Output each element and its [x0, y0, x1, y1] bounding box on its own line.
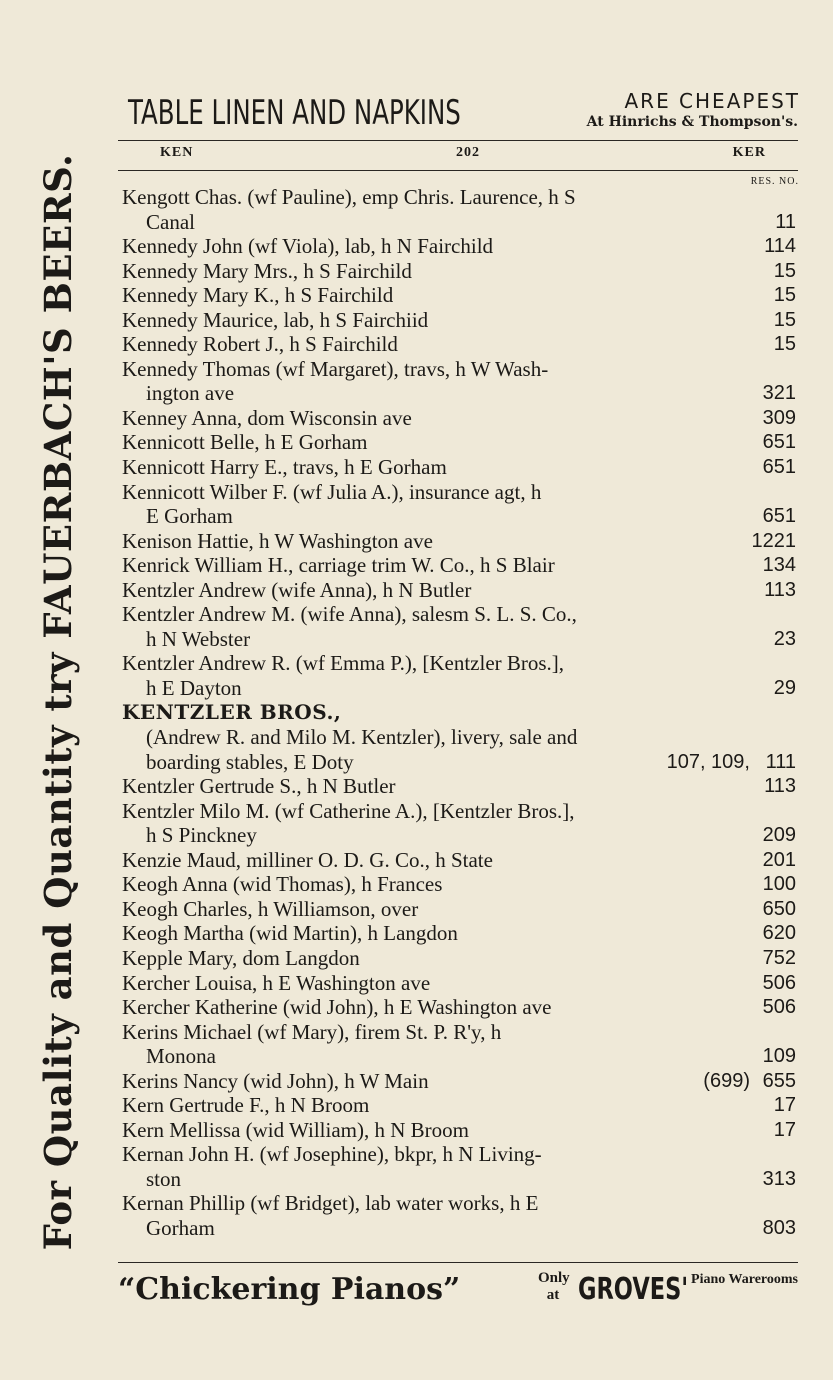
entry-residence-number: 17 — [773, 1118, 796, 1141]
footer-ad-store: GROVES' — [578, 1272, 689, 1307]
directory-entry-line — [122, 1191, 796, 1216]
directory-entry-line — [122, 1069, 796, 1094]
entry-text: Kentzler Milo M. (wf Catherine A.), [Kentzler Bros.], — [122, 798, 575, 823]
directory-entry-line — [122, 848, 796, 873]
directory-entry-line — [122, 700, 796, 725]
directory-entry-line — [122, 210, 796, 235]
directory-entry-line — [122, 430, 796, 455]
entry-text: Kennicott Belle, h E Gorham — [122, 430, 368, 455]
directory-entry-line — [122, 676, 796, 701]
entry-text: Kenison Hattie, h W Washington ave — [122, 528, 433, 553]
header-rule — [118, 140, 798, 141]
entry-residence-number: 1221 — [751, 529, 796, 552]
entry-text: Kengott Chas. (wf Pauline), emp Chris. Laurence, h S — [122, 185, 576, 209]
entry-residence-number: 209 — [762, 824, 796, 847]
directory-entry-line — [122, 381, 796, 406]
entry-text: Kennedy Thomas (wf Margaret), travs, h W Wash- — [122, 356, 549, 381]
entry-extra-numbers: (699) — [703, 1069, 750, 1092]
directory-entry-line — [122, 971, 796, 996]
directory-entry-line — [122, 1093, 796, 1118]
side-advertisement: For Quality and Quantity try FAUERBACH'S BEERS. — [36, 153, 80, 1251]
entry-text: E Gorham — [146, 504, 233, 529]
entry-text: Kennedy Mary Mrs., h S Fairchild — [122, 258, 412, 283]
entry-residence-number: 15 — [773, 308, 796, 331]
entry-residence-number: 100 — [762, 873, 796, 896]
directory-entry-line — [122, 1020, 796, 1045]
entry-residence-number: 309 — [762, 406, 796, 429]
entry-text: Kennedy John (wf Viola), lab, h N Fairchild — [122, 234, 494, 259]
entry-residence-number: 506 — [762, 971, 796, 994]
directory-entry-line — [122, 504, 796, 529]
footer-ad-suffix: Piano Warerooms — [691, 1272, 798, 1287]
directory-entry-line — [122, 799, 796, 824]
directory-entry-line — [122, 1044, 796, 1069]
directory-entry-line — [122, 897, 796, 922]
entry-residence-number: 113 — [764, 578, 796, 601]
header-advertisement — [128, 90, 800, 136]
directory-entry-line — [122, 480, 796, 505]
directory-entry-line — [122, 995, 796, 1020]
footer-ad-only-at: Only at — [538, 1270, 570, 1303]
entry-text: Kennicott Wilber F. (wf Julia A.), insurance agt, h — [122, 479, 542, 504]
entry-text: h S Pinckney — [146, 823, 257, 848]
directory-entry-line — [122, 725, 796, 750]
entry-residence-number: 111 — [765, 750, 796, 773]
entry-text: Kern Mellissa (wid William), h N Broom — [122, 1117, 469, 1142]
page-number: 202 — [456, 145, 480, 160]
entry-residence-number: 313 — [762, 1167, 796, 1190]
entry-text: Kepple Mary, dom Langdon — [122, 945, 360, 970]
entry-text: h E Dayton — [146, 675, 242, 700]
directory-entry-line — [122, 259, 796, 284]
entry-residence-number: 29 — [773, 676, 796, 699]
entry-text: Keogh Martha (wid Martin), h Langdon — [122, 921, 458, 946]
entry-text: Kentzler Andrew (wife Anna), h N Butler — [122, 577, 472, 602]
entry-text: Kennedy Mary K., h S Fairchild — [122, 283, 394, 308]
entry-text: Kerins Michael (wf Mary), firem St. P. R'y, h — [122, 1019, 502, 1044]
directory-listing — [122, 185, 796, 1241]
entry-text: ston — [146, 1166, 182, 1191]
entry-extra-numbers: 107, 109, — [666, 750, 750, 773]
directory-entry-line — [122, 774, 796, 799]
entry-residence-number: 506 — [762, 996, 796, 1019]
directory-entry-line — [122, 455, 796, 480]
entry-text: Kentzler Andrew R. (wf Emma P.), [Kentzler Bros.], — [122, 651, 565, 676]
entry-text: h N Webster — [146, 626, 251, 651]
entry-residence-number: 11 — [775, 210, 796, 233]
entry-residence-number: 650 — [762, 897, 796, 920]
directory-entry-line — [122, 750, 796, 775]
entry-residence-number: 651 — [762, 505, 796, 528]
directory-entry-line — [122, 921, 796, 946]
entry-residence-number: 17 — [773, 1094, 796, 1117]
entry-text: Gorham — [146, 1215, 215, 1240]
directory-entry-line — [122, 1167, 796, 1192]
entry-residence-number: 23 — [773, 627, 796, 650]
entry-text: Kentzler Andrew M. (wife Anna), salesm S. L. S. Co., — [122, 602, 577, 627]
directory-entry-line — [122, 1118, 796, 1143]
footer-ad-main: “Chickering Pianos” — [118, 1272, 461, 1307]
directory-entry-line — [122, 308, 796, 333]
entry-text: Kercher Louisa, h E Washington ave — [122, 970, 431, 995]
running-head — [160, 145, 766, 165]
entry-residence-number: 620 — [762, 922, 796, 945]
directory-entry-line — [122, 553, 796, 578]
entry-residence-number: 109 — [762, 1045, 796, 1068]
header-ad-tagline: ARE CHEAPEST — [624, 89, 800, 113]
entry-text: ington ave — [146, 381, 235, 406]
entry-text: Kernan John H. (wf Josephine), bkpr, h N Living- — [122, 1142, 542, 1167]
entry-residence-number: 15 — [773, 284, 796, 307]
entry-text: Kenney Anna, dom Wisconsin ave — [122, 405, 412, 430]
entry-text: Kerins Nancy (wid John), h W Main — [122, 1068, 429, 1093]
entry-text: Monona — [146, 1044, 216, 1069]
entry-residence-number: 114 — [764, 235, 796, 258]
entry-residence-number: 651 — [762, 431, 796, 454]
entry-text: Kercher Katherine (wid John), h E Washington ave — [122, 995, 552, 1020]
entry-text: Kennedy Robert J., h S Fairchild — [122, 332, 398, 357]
directory-entry-line — [122, 578, 796, 603]
entry-text: Keogh Anna (wid Thomas), h Frances — [122, 872, 443, 897]
entry-residence-number: 134 — [762, 554, 796, 577]
header-ad-store: At Hinrichs & Thompson's. — [586, 114, 798, 130]
entry-text: Kernan Phillip (wf Bridget), lab water works, h E — [122, 1191, 539, 1216]
entry-text: (Andrew R. and Milo M. Kentzler), livery, sale and — [146, 725, 578, 750]
directory-entry-line — [122, 357, 796, 382]
running-head-left: KEN — [160, 145, 194, 160]
directory-entry-line — [122, 627, 796, 652]
directory-entry-line — [122, 406, 796, 431]
entry-text: Kentzler Gertrude S., h N Butler — [122, 774, 396, 799]
directory-entry-line — [122, 651, 796, 676]
entry-residence-number: 15 — [773, 259, 796, 282]
entry-text: Kenrick William H., carriage trim W. Co., h S Blair — [122, 553, 555, 578]
entry-text: Canal — [146, 209, 195, 234]
header-ad-title: TABLE LINEN AND NAPKINS — [128, 93, 461, 133]
entry-residence-number: 752 — [762, 946, 796, 969]
entry-residence-number: 655 — [762, 1069, 796, 1092]
directory-entry-line — [122, 529, 796, 554]
entry-text: Kennedy Maurice, lab, h S Fairchiid — [122, 307, 429, 332]
entry-text: boarding stables, E Doty — [146, 749, 354, 774]
entry-residence-number: 15 — [773, 333, 796, 356]
footer-rule — [118, 1262, 798, 1263]
directory-entry-line — [122, 823, 796, 848]
entry-residence-number: 201 — [762, 848, 796, 871]
directory-entry-line — [122, 872, 796, 897]
directory-entry-line — [122, 602, 796, 627]
directory-entry-line — [122, 1216, 796, 1241]
entry-residence-number: 803 — [762, 1216, 796, 1239]
entry-text: Kenzie Maud, milliner O. D. G. Co., h State — [122, 847, 493, 872]
running-head-rule — [118, 170, 798, 171]
running-head-right: KER — [732, 145, 766, 160]
entry-text: Kennicott Harry E., travs, h E Gorham — [122, 455, 447, 480]
entry-text: Keogh Charles, h Williamson, over — [122, 896, 419, 921]
entry-residence-number: 321 — [762, 382, 796, 405]
footer-advertisement — [118, 1268, 798, 1312]
directory-entry-line — [122, 234, 796, 259]
entry-residence-number: 113 — [764, 775, 796, 798]
directory-entry-line — [122, 185, 796, 210]
entry-text: KENTZLER BROS., — [122, 700, 342, 725]
directory-entry-line — [122, 332, 796, 357]
entry-residence-number: 651 — [762, 456, 796, 479]
column-header: RES. NO. — [750, 176, 799, 187]
entry-text: Kern Gertrude F., h N Broom — [122, 1093, 370, 1118]
directory-entry-line — [122, 1142, 796, 1167]
directory-entry-line — [122, 283, 796, 308]
directory-entry-line — [122, 946, 796, 971]
